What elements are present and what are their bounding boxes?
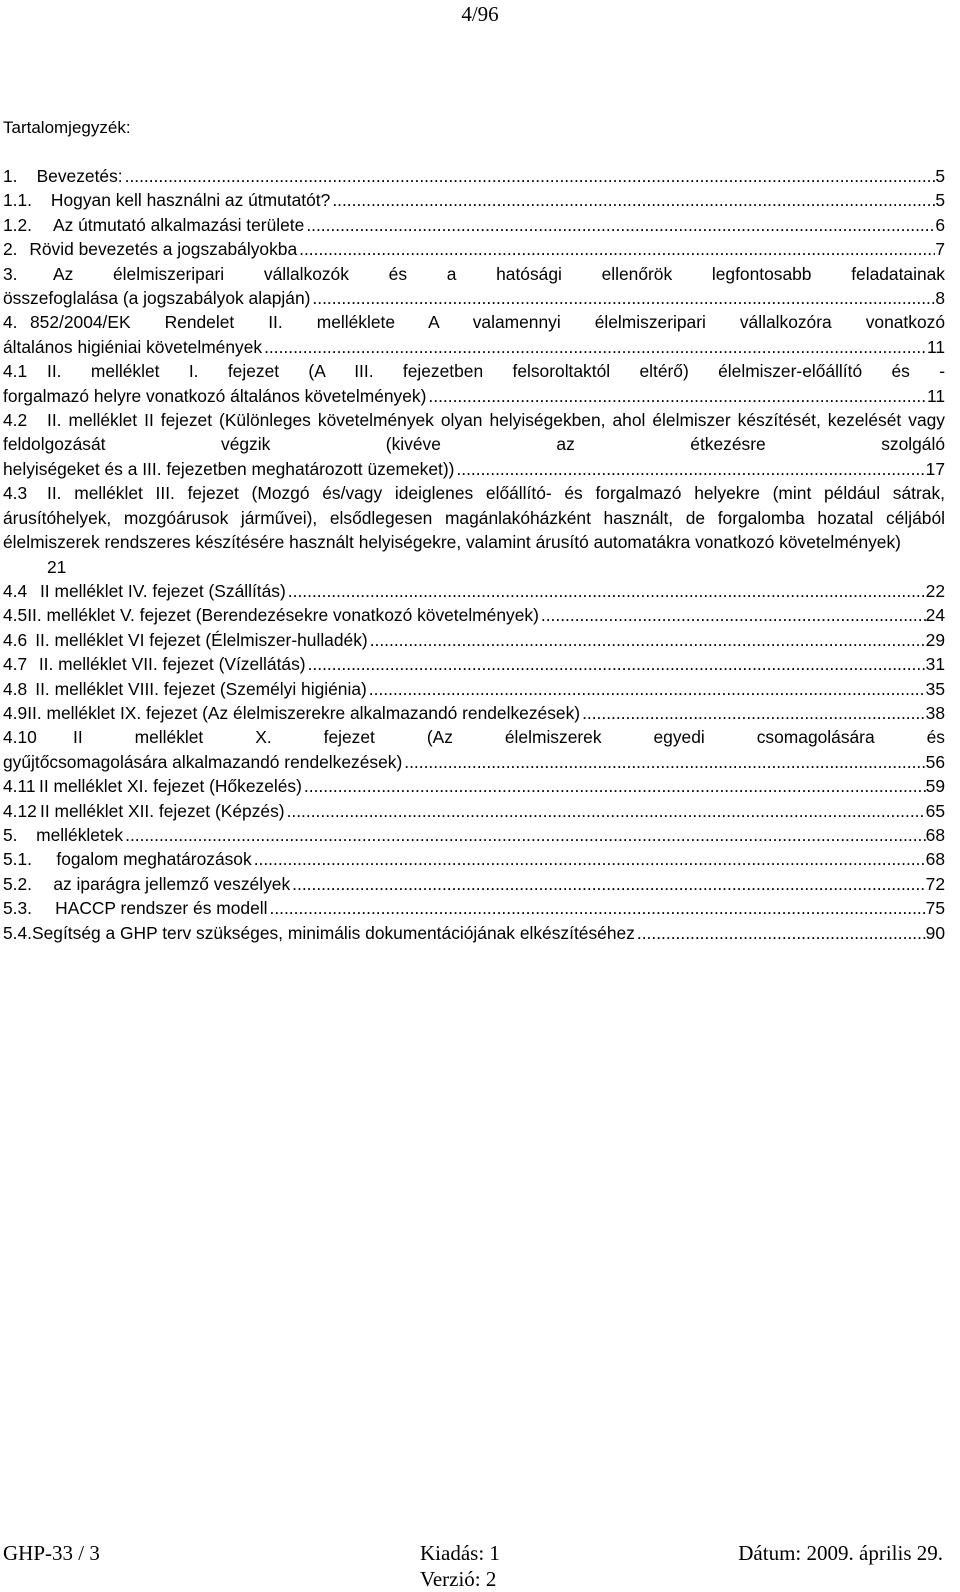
toc-leader-dots	[582, 701, 926, 725]
toc-leader-dots	[299, 237, 935, 261]
toc-entry-title: II melléklet IV. fejezet (Szállítás)	[39, 580, 286, 601]
toc-entry-title: II. melléklet VI fejezet (Élelmiszer-hulladék)	[35, 629, 368, 650]
toc-entry-title-cont: összefoglalása (a jogszabályok alapján)	[3, 288, 311, 309]
toc-entry-page: 17	[925, 458, 945, 479]
page-number: 4/96	[461, 2, 499, 26]
toc-entry-title: fogalom meghatározások	[56, 849, 252, 870]
toc-leader-dots	[404, 750, 925, 774]
toc-entry-title: az iparágra jellemző veszélyek	[53, 873, 291, 894]
toc-entry-page: 75	[925, 898, 945, 919]
toc-leader-dots	[369, 677, 926, 701]
toc-entry-number: 2.	[3, 239, 18, 260]
toc-entry-number: 5.4.	[3, 922, 33, 943]
toc-entry-page: 5	[935, 166, 945, 186]
toc-entry-number: 4.8	[3, 678, 28, 699]
toc-entry-page: 59	[925, 776, 945, 797]
toc-entry[interactable]	[3, 408, 945, 481]
toc-entry[interactable]	[3, 359, 945, 408]
toc-entry[interactable]	[3, 921, 945, 945]
toc-entry[interactable]	[3, 872, 945, 896]
toc-leader-dots	[428, 384, 927, 408]
toc-leader-dots	[269, 896, 925, 920]
toc-entry[interactable]	[3, 774, 945, 798]
toc-entry[interactable]	[3, 579, 945, 603]
toc-entry-number: 4.5	[3, 605, 28, 626]
toc-entry-title: Az élelmiszeripari vállalkozók és a hatósági ellenőrök legfontosabb feladatainak	[53, 263, 945, 284]
toc-entry[interactable]	[3, 652, 945, 676]
toc-entry-title-cont: forgalmazó helyre vonatkozó általános követelmények)	[3, 385, 427, 406]
toc-entry-title: mellékletek	[36, 824, 124, 845]
toc-entry-page: 38	[925, 702, 945, 723]
toc-entry-number: 4.7	[3, 654, 28, 675]
toc-entry-title: II. melléklet V. fejezet (Berendezésekre vonatkozó követelmények)	[27, 605, 539, 626]
toc-entry-page: 7	[935, 239, 945, 260]
toc-entry[interactable]	[3, 603, 945, 627]
toc-entry[interactable]	[3, 725, 945, 774]
toc-entry-page: 29	[925, 629, 945, 650]
toc-entry-number: 4.3	[3, 483, 28, 504]
toc-entry-title: HACCP rendszer és modell	[55, 898, 268, 919]
toc-entry[interactable]	[3, 188, 945, 212]
toc-leader-dots	[288, 579, 926, 603]
toc-leader-dots	[308, 652, 926, 676]
toc-leader-dots	[312, 286, 935, 310]
toc-entry[interactable]	[3, 896, 945, 920]
toc-entry-title: II. melléklet III. fejezet (Mozgó és/vagy ideiglenes előállító- és forgalmazó helyekre (mint például sátrak, árusítóhelyek, mozgóárusok járművei), elsődlegesen magánlakóházként használt, de forgalomba hozatal céljából élelmiszerek rendszeres készítésére használt helyiségekre, valamint árusító automatákra vonatkozó követelmények)	[3, 483, 945, 553]
toc-entry[interactable]	[3, 481, 945, 579]
toc-entry-title: II melléklet XI. fejezet (Hőkezelés)	[39, 776, 302, 797]
toc-leader-dots	[125, 823, 926, 847]
toc-entry-title: II. melléklet IX. fejezet (Az élelmiszerekre alkalmazandó rendelkezések)	[27, 702, 581, 723]
footer-version: Verzió: 2	[420, 1567, 497, 1591]
toc-entry[interactable]	[3, 628, 945, 652]
toc-entry-title: II. melléklet VIII. fejezet (Személyi higiénia)	[35, 678, 367, 699]
toc-entry-title: II. melléklet VII. fejezet (Vízellátás)	[38, 654, 306, 675]
toc-entry-title-cont: helyiségeket és a III. fejezetben meghatározott üzemeket))	[3, 458, 455, 479]
toc-entry-page: 56	[925, 751, 945, 772]
toc-entry-number: 4.11	[3, 776, 36, 797]
toc-leader-dots	[254, 847, 926, 871]
toc-entry[interactable]	[3, 213, 945, 237]
toc-entry-number: 1.2.	[3, 214, 33, 235]
toc-entry-number: 4.10	[3, 727, 37, 748]
toc-entry-page: 8	[935, 288, 945, 309]
toc-entry-title-cont: általános higiéniai követelmények	[3, 336, 263, 357]
toc-entry-number: 4.9	[3, 702, 28, 723]
toc-entry-page: 68	[925, 849, 945, 870]
toc-leader-dots	[306, 213, 935, 237]
toc-title: Tartalomjegyzék:	[3, 118, 131, 137]
toc-entry-page: 65	[925, 800, 945, 821]
toc-entry-title: Rövid bevezetés a jogszabályokba	[29, 239, 298, 260]
footer-doc-id: GHP-33 / 3	[3, 1541, 100, 1565]
toc-entry-number: 5.3.	[3, 898, 33, 919]
toc-entry-number: 3.	[3, 263, 18, 284]
toc-leader-dots	[292, 872, 926, 896]
toc-entry-title: Hogyan kell használni az útmutatót?	[50, 190, 331, 211]
toc-entry[interactable]	[3, 823, 945, 847]
toc-entry-page: 68	[925, 824, 945, 845]
toc-entry-number: 1.1.	[3, 190, 33, 211]
toc-entry-number: 5.	[3, 824, 18, 845]
toc-entry[interactable]	[3, 310, 945, 359]
toc-entry-title-cont: gyűjtőcsomagolására alkalmazandó rendelkezések)	[3, 751, 403, 772]
toc-entry-number: 5.2.	[3, 873, 33, 894]
toc-entry-title: II. melléklet I. fejezet (A III. fejezetben felsoroltaktól eltérő) élelmiszer-előállító és -	[47, 361, 945, 382]
toc-entry-page: 24	[925, 605, 945, 626]
toc-entry-title: 852/2004/EK Rendelet II. melléklete A valamennyi élelmiszeripari vállalkozóra vonatkozó	[30, 312, 945, 333]
toc-leader-dots	[332, 188, 935, 212]
toc-entry-page: 31	[925, 654, 945, 675]
toc-entry-page: 90	[925, 922, 945, 943]
toc-entry-page: 21	[47, 556, 67, 577]
toc-entry-page: 72	[925, 873, 945, 894]
toc-entry-number: 5.1.	[3, 849, 33, 870]
toc-entry[interactable]	[3, 262, 945, 311]
toc-entry-number: 4.	[3, 312, 18, 333]
toc-entry-number: 4.12	[3, 800, 37, 821]
toc-leader-dots	[637, 921, 926, 945]
toc-leader-dots	[125, 164, 936, 188]
toc-entry-title: Bevezetés:	[36, 166, 123, 186]
toc-entry-page: 11	[926, 336, 945, 357]
toc-entry-title: Az útmutató alkalmazási területe	[52, 214, 305, 235]
toc-entry-page: 5	[935, 190, 945, 211]
toc-entry-title: Segítség a GHP terv szükséges, minimális dokumentációjának elkészítéséhez	[32, 922, 635, 943]
toc-entry-title: II. melléklet II fejezet (Különleges követelmények olyan helyiségekben, ahol élelmiszer készítését, kezelését vagy feldolgozását végzik (kivéve az étkezésre szolgáló	[3, 410, 945, 455]
toc-entry-number: 1.	[3, 166, 18, 186]
toc-entry-page: 11	[926, 385, 945, 406]
toc-entry[interactable]	[3, 847, 945, 871]
toc-entry-number: 4.4	[3, 580, 28, 601]
toc-entry-title: II melléklet XII. fejezet (Képzés)	[40, 800, 285, 821]
footer-edition: Kiadás: 1	[420, 1541, 500, 1565]
toc-entry-number: 4.6	[3, 629, 28, 650]
toc-leader-dots	[304, 774, 926, 798]
toc-entry-title: II melléklet X. fejezet (Az élelmiszerek egyedi csomagolására és	[73, 727, 945, 748]
toc-entry-number: 4.1	[3, 361, 28, 382]
toc-entry[interactable]	[3, 701, 945, 725]
table-of-contents	[3, 164, 945, 945]
toc-entry-number: 4.2	[3, 410, 28, 431]
toc-leader-dots	[456, 457, 925, 481]
toc-entry-page: 22	[925, 580, 945, 601]
toc-entry-page: 35	[925, 678, 945, 699]
toc-leader-dots	[264, 335, 927, 359]
toc-leader-dots	[370, 628, 926, 652]
toc-leader-dots	[541, 603, 926, 627]
toc-entry[interactable]	[3, 164, 945, 188]
toc-leader-dots	[287, 799, 926, 823]
toc-entry[interactable]	[3, 677, 945, 701]
toc-entry[interactable]	[3, 237, 945, 261]
toc-entry[interactable]	[3, 799, 945, 823]
footer-date: Dátum: 2009. április 29.	[738, 1541, 943, 1565]
toc-entry-page: 6	[935, 214, 945, 235]
